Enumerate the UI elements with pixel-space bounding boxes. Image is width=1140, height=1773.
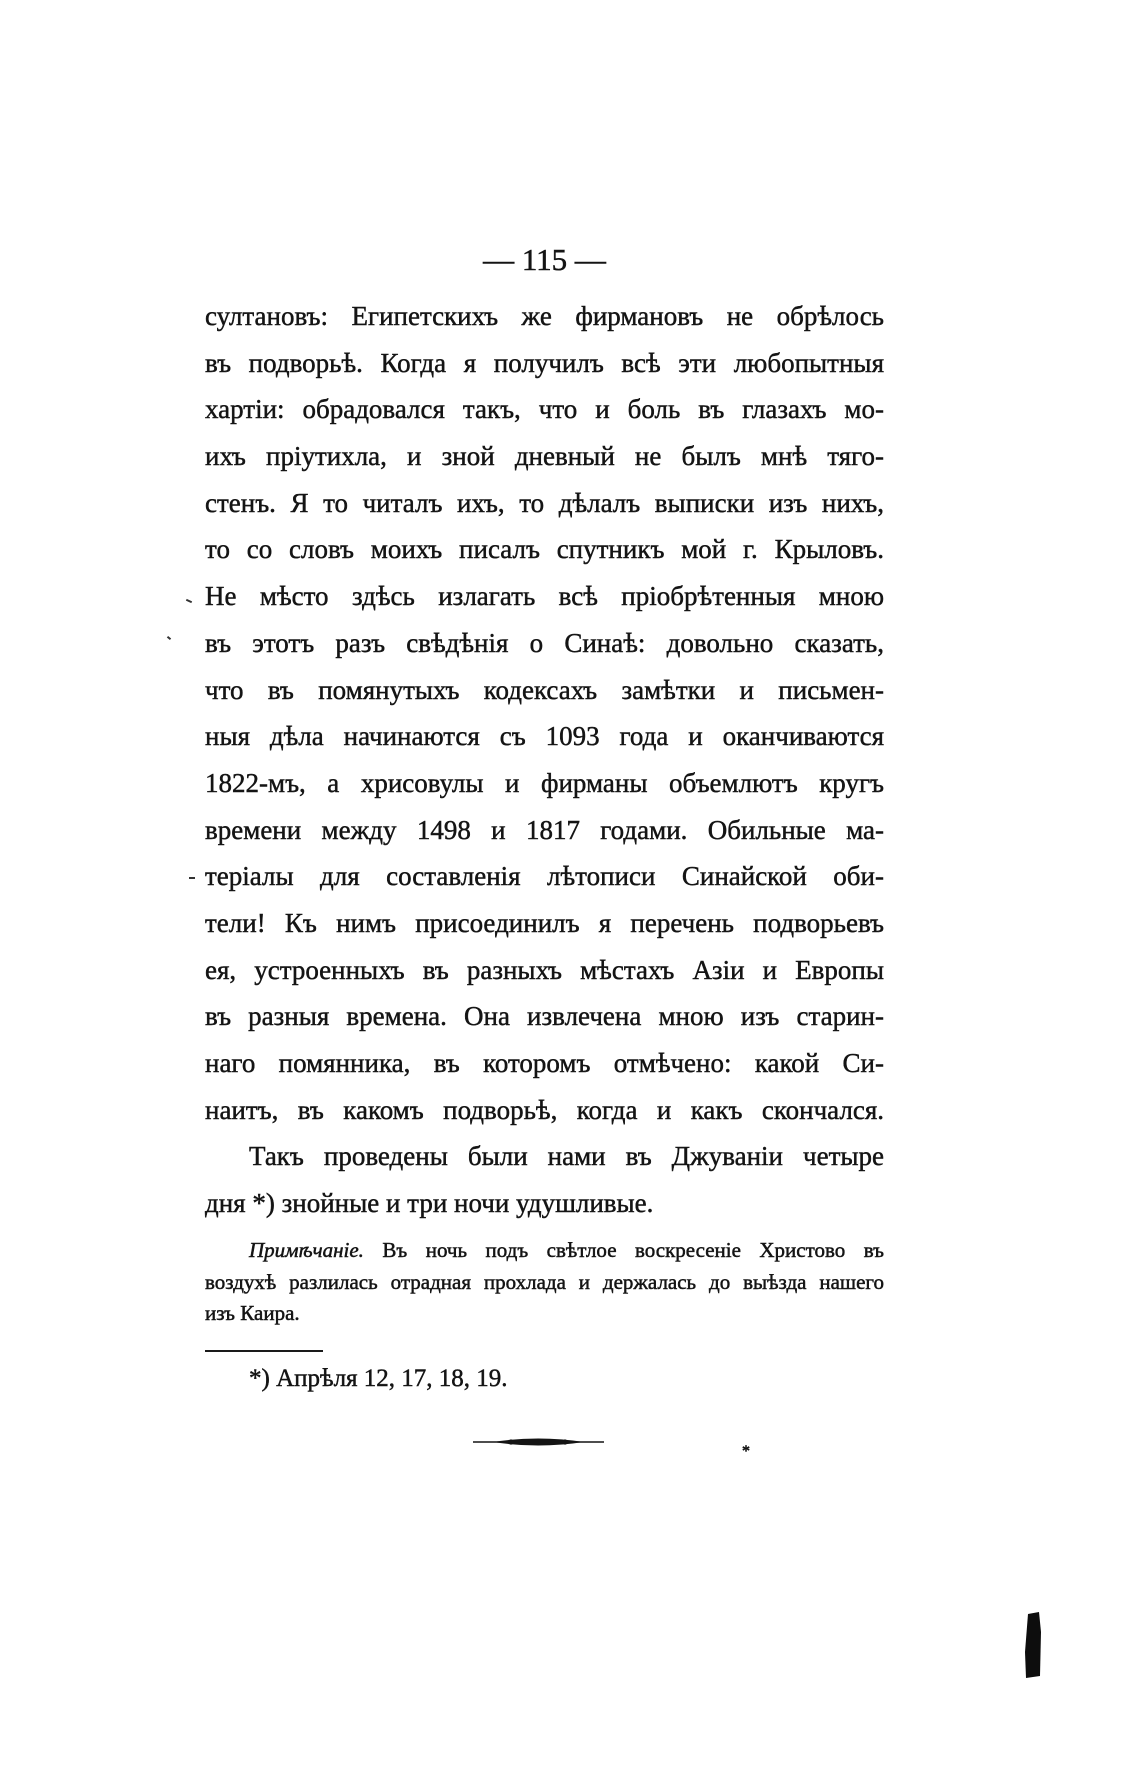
note-line: [249, 1235, 884, 1267]
star-mark: *: [742, 1443, 750, 1460]
text-line: въ разныя времена. Она извлечена мною изъ старин-: [205, 1001, 884, 1032]
note-label: Примѣчаніе.: [249, 1238, 364, 1262]
text-line: султановъ: Египетскихъ же фирмановъ не обрѣлось: [205, 301, 884, 331]
note-line: воздухѣ разлилась отрадная прохлада и держалась до выѣзда нашего: [205, 1269, 884, 1294]
note-text: Въ ночь подъ свѣтлое воскресеніе Христово въ: [382, 1238, 885, 1262]
paragraph-first-line: Такъ проведены были нами въ Джуваніи четыре: [249, 1141, 884, 1172]
text-line: то со словъ моихъ писалъ спутникъ мой г. Крыловъ.: [205, 534, 884, 565]
text-line: 1822-мъ, а хрисовулы и фирманы объемлютъ кругъ: [205, 767, 884, 798]
text-line: наитъ, въ какомъ подворьѣ, когда и какъ скончался.: [205, 1094, 884, 1125]
scan-edge-mark: [1024, 1612, 1042, 1678]
text-line: въ этотъ разъ свѣдѣнія о Синаѣ: довольно сказать,: [205, 627, 884, 658]
paragraph-last-line: дня *) знойные и три ночи удушливые.: [205, 1188, 654, 1219]
footnote: *) Апрѣля 12, 17, 18, 19.: [249, 1365, 508, 1392]
scan-speck: [189, 877, 195, 879]
text-line: стенъ. Я то читалъ ихъ, то дѣлалъ выписки изъ нихъ,: [205, 487, 884, 518]
text-line: ихъ пріутихла, и зной дневный не былъ мнѣ тяго-: [205, 441, 884, 472]
scan-speck: [186, 599, 192, 603]
text-line: въ подворьѣ. Когда я получилъ всѣ эти любопытныя: [205, 347, 884, 378]
text-line: тели! Къ нимъ присоединилъ я перечень подворьевъ: [205, 907, 884, 938]
text-line: хартіи: обрадовался такъ, что и боль въ глазахъ мо-: [205, 394, 884, 425]
body-text: [205, 293, 884, 1227]
text-line: Не мѣсто здѣсь излагать всѣ пріобрѣтенныя мною: [205, 581, 884, 612]
text-line: что въ помянутыхъ кодексахъ замѣтки и письмен-: [205, 674, 884, 705]
text-line: теріалы для составленія лѣтописи Синайской оби-: [205, 861, 884, 892]
text-line: наго помянника, въ которомъ отмѣчено: какой Си-: [205, 1048, 884, 1078]
note-block: [205, 1235, 884, 1330]
note-line: изъ Каира.: [205, 1301, 300, 1325]
tailpiece-ornament: [473, 1434, 604, 1450]
page-number: — 115 —: [483, 242, 606, 277]
scan-speck: [167, 636, 171, 640]
text-line: времени между 1498 и 1817 годами. Обильные ма-: [205, 814, 884, 845]
text-line: ея, устроенныхъ въ разныхъ мѣстахъ Азіи и Европы: [205, 954, 884, 985]
text-line: ныя дѣла начинаются съ 1093 года и оканчиваются: [205, 721, 884, 752]
footnote-rule: [205, 1350, 323, 1352]
